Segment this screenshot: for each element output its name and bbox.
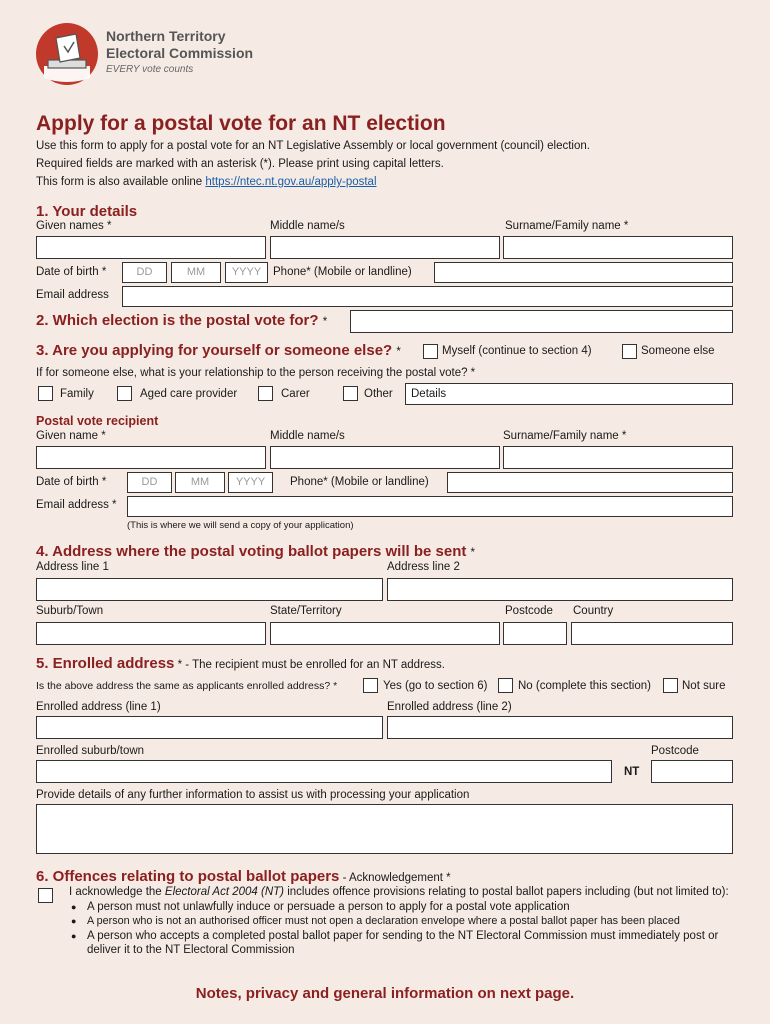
phone-input[interactable] <box>434 262 733 283</box>
suburb-input[interactable] <box>36 622 266 645</box>
section-5-title: 5. Enrolled address <box>36 655 175 672</box>
aged-care-label: Aged care provider <box>140 388 238 400</box>
section-3-heading <box>36 342 401 359</box>
someone-else-label: Someone else <box>641 345 715 357</box>
tagline: EVERY vote counts <box>106 64 194 75</box>
state-input[interactable] <box>270 622 500 645</box>
section-5-heading <box>36 655 445 672</box>
intro-line2: Required fields are marked with an asterisk (*). Please print using capital letters. <box>36 158 444 170</box>
recipient-dob-year-input[interactable]: YYYY <box>228 472 273 493</box>
section-2-heading <box>36 312 327 329</box>
dob-label: Date of birth * <box>36 266 107 278</box>
surname-input[interactable] <box>503 236 733 259</box>
address-line2-label: Address line 2 <box>387 561 460 573</box>
further-info-label: Provide details of any further information to assist us with processing your application <box>36 789 470 801</box>
further-info-textarea[interactable] <box>36 804 733 854</box>
same-address-not-sure-checkbox[interactable] <box>663 678 678 693</box>
address-line2-input[interactable] <box>387 578 733 601</box>
recipient-heading: Postal vote recipient <box>36 414 159 428</box>
carer-checkbox[interactable] <box>258 386 273 401</box>
enrolled-postcode-label: Postcode <box>651 745 699 757</box>
same-address-no-checkbox[interactable] <box>498 678 513 693</box>
myself-label: Myself (continue to section 4) <box>442 345 592 357</box>
given-names-input[interactable] <box>36 236 266 259</box>
intro-line1: Use this form to apply for a postal vote for an NT Legislative Assembly or local government (council) election. <box>36 140 590 152</box>
suburb-label: Suburb/Town <box>36 605 104 617</box>
section-5-sub: * - The recipient must be enrolled for an NT address. <box>174 659 445 671</box>
recipient-email-note: (This is where we will send a copy of your application) <box>127 520 354 531</box>
same-address-no-label: No (complete this section) <box>518 680 651 692</box>
recipient-email-label: Email address * <box>36 499 117 511</box>
recipient-email-input[interactable] <box>127 496 733 517</box>
recipient-given-name-label: Given name * <box>36 430 106 442</box>
family-checkbox[interactable] <box>38 386 53 401</box>
dob-year-input[interactable]: YYYY <box>225 262 268 283</box>
dob-month-input[interactable]: MM <box>171 262 221 283</box>
state-label: State/Territory <box>270 605 342 617</box>
phone-label: Phone* (Mobile or landline) <box>273 266 412 278</box>
section-2-star: * <box>322 316 328 328</box>
same-address-yes-label: Yes (go to section 6) <box>383 680 488 692</box>
section-6-sub: - Acknowledgement * <box>339 872 451 884</box>
offence-item: ● A person must not unlawfully induce or persuade a person to apply for a postal vote application <box>69 900 729 915</box>
surname-label: Surname/Family name * <box>505 220 629 232</box>
postcode-label: Postcode <box>505 605 553 617</box>
postcode-input[interactable] <box>503 622 567 645</box>
middle-names-label: Middle name/s <box>270 220 345 232</box>
family-label: Family <box>60 388 94 400</box>
enrolled-line2-input[interactable] <box>387 716 733 739</box>
enrolled-line2-label: Enrolled address (line 2) <box>387 701 512 713</box>
intro-line3-prefix: This form is also available online <box>36 176 206 188</box>
section-6-heading <box>36 868 451 885</box>
recipient-middle-names-input[interactable] <box>270 446 500 469</box>
offence-item: ● A person who is not an authorised officer must not open a declaration envelope where a postal ballot paper has been placed <box>69 914 729 929</box>
ack-suffix: includes offence provisions relating to postal ballot papers including (but not limited to): <box>284 886 729 898</box>
org-name-line2: Electoral Commission <box>106 45 254 61</box>
recipient-surname-label: Surname/Family name * <box>503 430 627 442</box>
offence-list <box>69 900 729 958</box>
ack-act: Electoral Act 2004 (NT) <box>164 886 284 898</box>
footer-note: Notes, privacy and general information on next page. <box>195 985 575 1002</box>
recipient-middle-names-label: Middle name/s <box>270 430 345 442</box>
same-address-question: Is the above address the same as applicants enrolled address? * <box>36 680 338 692</box>
given-names-label: Given names * <box>36 220 112 232</box>
enrolled-suburb-input[interactable] <box>36 760 612 783</box>
enrolled-line1-label: Enrolled address (line 1) <box>36 701 161 713</box>
address-line1-label: Address line 1 <box>36 561 109 573</box>
recipient-surname-input[interactable] <box>503 446 733 469</box>
recipient-phone-label: Phone* (Mobile or landline) <box>290 476 429 488</box>
aged-care-checkbox[interactable] <box>117 386 132 401</box>
section-4-title: 4. Address where the postal voting ballot papers will be sent <box>36 543 467 560</box>
recipient-phone-input[interactable] <box>447 472 733 493</box>
dob-day-input[interactable]: DD <box>122 262 167 283</box>
section-2-title: 2. Which election is the postal vote for? <box>36 312 319 329</box>
section-3-title: 3. Are you applying for yourself or someone else? <box>36 342 393 359</box>
relationship-question: If for someone else, what is your relationship to the person receiving the postal vote? * <box>36 367 476 379</box>
offence-item: ● A person who accepts a completed postal ballot paper for sending to the NT Electoral Commission must immediately post or deliver it to the NT Electoral Commission <box>69 929 729 958</box>
recipient-dob-month-input[interactable]: MM <box>175 472 225 493</box>
apply-postal-link[interactable]: https://ntec.nt.gov.au/apply-postal <box>205 176 377 188</box>
carer-label: Carer <box>281 388 310 400</box>
section-4-star: * <box>470 547 476 559</box>
enrolled-state-nt: NT <box>624 766 640 778</box>
section-3-star: * <box>396 346 401 358</box>
section-1-heading: 1. Your details <box>36 203 138 220</box>
details-input[interactable] <box>405 383 733 405</box>
recipient-dob-label: Date of birth * <box>36 476 107 488</box>
other-label: Other <box>364 388 393 400</box>
country-label: Country <box>573 605 614 617</box>
country-input[interactable] <box>571 622 733 645</box>
enrolled-line1-input[interactable] <box>36 716 383 739</box>
other-checkbox[interactable] <box>343 386 358 401</box>
logo <box>34 22 264 86</box>
acknowledge-checkbox[interactable] <box>38 888 53 903</box>
email-label: Email address <box>36 289 109 301</box>
page-title: Apply for a postal vote for an NT election <box>36 112 446 135</box>
section-6-title: 6. Offences relating to postal ballot papers <box>36 868 340 885</box>
myself-checkbox[interactable] <box>423 344 438 359</box>
intro-line3 <box>36 176 377 188</box>
ballot-box-icon <box>34 22 100 86</box>
ack-prefix: I acknowledge the <box>69 886 165 898</box>
org-name-line1: Northern Territory <box>106 28 226 44</box>
details-placeholder: Details <box>411 388 447 400</box>
middle-names-input[interactable] <box>270 236 500 259</box>
address-line1-input[interactable] <box>36 578 383 601</box>
same-address-yes-checkbox[interactable] <box>363 678 378 693</box>
acknowledge-text <box>69 885 729 958</box>
recipient-dob-day-input[interactable]: DD <box>127 472 172 493</box>
election-input[interactable] <box>350 310 733 333</box>
same-address-not-sure-label: Not sure <box>682 680 726 692</box>
section-4-heading <box>36 543 475 560</box>
enrolled-suburb-label: Enrolled suburb/town <box>36 745 145 757</box>
someone-else-checkbox[interactable] <box>622 344 637 359</box>
recipient-given-name-input[interactable] <box>36 446 266 469</box>
enrolled-postcode-input[interactable] <box>651 760 733 783</box>
email-input[interactable] <box>122 286 733 307</box>
